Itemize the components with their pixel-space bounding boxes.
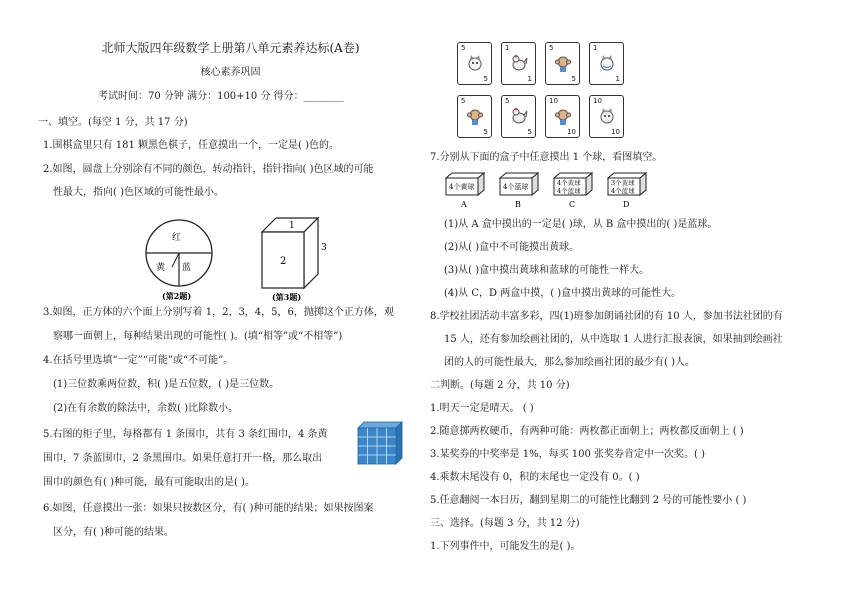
card-number: 10 (549, 97, 558, 105)
judge-5: 5.任意翻阅一本日历，翻到星期二的可能性比翻到 2 号的可能性要小 ( ) (430, 495, 747, 506)
card-number: 1 (593, 44, 598, 52)
judge-3: 3.某奖券的中奖率是 1%，每买 100 张奖券肯定中一次奖。( ) (430, 449, 706, 460)
cat-icon (598, 54, 616, 72)
question-5-line3: 围巾的颜色有( )种可能，最有可能取出的是( )。 (43, 477, 255, 488)
figure2-caption: (第2题) (162, 291, 192, 300)
question-7-1: (1)从 A 盒中摸出的一定是( )球，从 B 盒中摸出的( )是蓝球。 (444, 219, 718, 230)
card-number: 10 (611, 128, 620, 136)
spinner-disc-figure (142, 215, 222, 300)
cube-face-side: 3 (321, 243, 327, 253)
box-b-label: 4个蓝球 (503, 183, 529, 191)
card (589, 42, 624, 85)
monkey-icon (554, 107, 572, 125)
card-number: 5 (527, 128, 532, 136)
card-number: 5 (549, 44, 554, 52)
box-c-label1: 4个黄球 (557, 179, 581, 187)
judge-2: 2.随意掷两枚硬币，有两种可能：两枚都正面朝上；两枚都反面朝上 ( ) (430, 426, 744, 437)
cube-figure (258, 214, 338, 302)
question-2-line2: 性最大，指向( )色区域的可能性最小。 (53, 187, 224, 198)
choice-1: 1.下列事件中，可能发生的是( )。 (430, 541, 581, 552)
box-d-label2: 4个蓝球 (611, 187, 635, 195)
card (501, 42, 536, 85)
question-6-line1: 6.如图，任意摸出一张：如果只按数区分，有( )种可能的结果；如果按图案 (43, 503, 374, 514)
card (589, 95, 624, 138)
box-c (554, 173, 592, 209)
exam-info: 考试时间：70 分钟 满分：100+10 分 得分：________ (98, 91, 344, 102)
question-3-line1: 3.如图，正方体的六个面上分别写着 1，2，3，4，5，6，抛掷这个正方体，观 (43, 307, 394, 318)
card-number: 5 (461, 97, 466, 105)
card (545, 42, 580, 85)
box-a (446, 173, 484, 209)
card (457, 42, 492, 85)
monkey-icon (466, 107, 484, 125)
page-subtitle: 核心素养巩固 (200, 67, 261, 78)
box-c-label2: 4个蓝球 (557, 187, 581, 195)
question-4: 4.在括号里选填“一定”“可能”或“不可能”。 (43, 355, 234, 366)
cat-icon (598, 107, 616, 125)
question-7-2: (2)从( )盒中不可能摸出黄球。 (444, 242, 580, 253)
region-blue-label: 蓝 (182, 263, 192, 273)
card-number: 5 (571, 75, 576, 83)
question-8-line2: 15 人，还有参加绘画社团的，从中选取 1 人进行汇报表演，如果抽到绘画社 (444, 334, 783, 345)
question-6-line2: 区分，有( )种可能的结果。 (53, 527, 174, 538)
question-7: 7.分别从下面的盒子中任意摸出 1 个球，看图填空。 (430, 152, 663, 163)
box-b (500, 173, 538, 209)
card (501, 95, 536, 138)
judge-4: 4.乘数末尾没有 0，积的末尾也一定没有 0。( ) (430, 472, 640, 483)
section1-heading: 一、填空。(每空 1 分，共 17 分) (38, 117, 188, 128)
question-1: 1.围棋盒里只有 181 颗黑色棋子，任意摸出一个，一定是( )色的。 (43, 140, 339, 151)
page-title: 北师大版四年级数学上册第八单元素养达标(A卷) (101, 41, 360, 55)
ball-boxes-figure (444, 172, 654, 212)
card-number: 10 (593, 97, 602, 105)
rooster-icon (510, 107, 528, 125)
card-number: 1 (505, 44, 510, 52)
question-2-line1: 2.如图，圆盘上分别涂有不同的颜色，转动指针，指针指向( )色区域的可能 (43, 164, 374, 175)
question-4-2: (2)在有余数的除法中，余数( )比除数小。 (53, 403, 239, 414)
box-d (608, 173, 646, 209)
card-number: 5 (483, 75, 488, 83)
box-d-name: D (623, 200, 630, 209)
rooster-icon (510, 54, 528, 72)
judge-1: 1.明天一定是晴天。 ( ) (430, 403, 534, 414)
section2-heading: 二判断。(每题 2 分，共 10 分) (430, 380, 570, 391)
card (545, 95, 580, 138)
figure3-caption: (第3题) (272, 292, 302, 302)
cube-face-top: 1 (289, 221, 295, 231)
question-5-line1: 5.右图的柜子里，每格都有 1 条围巾，共有 3 条红围巾，4 条黄 (43, 429, 328, 440)
card-number: 10 (567, 128, 576, 136)
box-d-label1: 3个黄球 (611, 179, 635, 187)
region-red-label: 红 (172, 233, 182, 243)
cabinet-figure (356, 420, 404, 466)
section3-heading: 三、选择。(每题 3 分，共 12 分) (430, 518, 580, 529)
card-number: 5 (461, 44, 466, 52)
box-b-name: B (515, 200, 521, 209)
question-7-4: (4)从 C，D 两盒中摸，( )盒中摸出黄球的可能性大。 (444, 288, 682, 299)
card-number: 5 (483, 128, 488, 136)
question-3-line2: 察哪一面朝上，每种结果出现的可能性( )。(填“相等”或“不相等”) (53, 331, 343, 342)
box-c-name: C (569, 200, 576, 209)
cube-face-front: 2 (280, 256, 287, 267)
question-8-line1: 8.学校社团活动丰富多彩，四(1)班参加朗诵社团的有 10 人，参加书法社团的有 (430, 311, 783, 322)
card-number: 1 (527, 75, 532, 83)
card-number: 1 (615, 75, 620, 83)
monkey-icon (554, 54, 572, 72)
cat-icon (466, 54, 484, 72)
box-a-label: 4个黄球 (449, 183, 475, 191)
box-a-name: A (461, 200, 467, 209)
question-4-1: (1)三位数乘两位数，积( )是五位数，( )是三位数。 (53, 379, 280, 390)
card (457, 95, 492, 138)
card-number: 5 (505, 97, 510, 105)
question-7-3: (3)从( )盒中摸出黄球和蓝球的可能性一样大。 (444, 265, 650, 276)
question-8-line3: 团的人的可能性最大，那么参加绘画社团的最少有( )人。 (444, 357, 695, 368)
region-yellow-label: 黄 (156, 263, 166, 273)
question-5-line2: 围巾，7 条蓝围巾，2 条黑围巾。如果任意打开一格，那么取出 (43, 453, 323, 464)
